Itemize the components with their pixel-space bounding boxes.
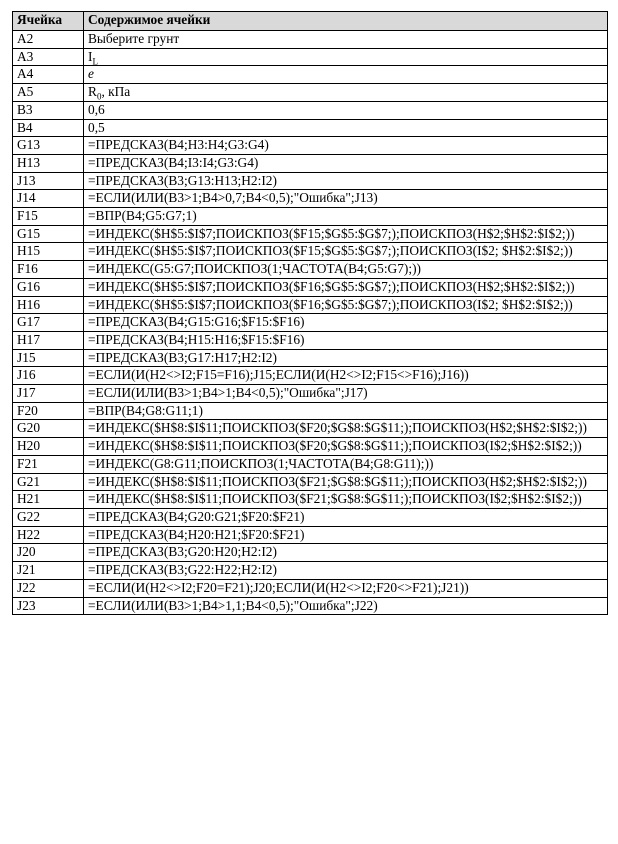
cell-contents-table — [12, 11, 608, 615]
table-row — [13, 473, 608, 491]
cell-content-text: =ПРЕДСКАЗ(B3;G22:H22;H2:I2) — [88, 562, 277, 578]
cell-content-text: =ИНДЕКС($H$8:$I$11;ПОИСКПОЗ($F21;$G$8:$G$11;);ПОИСКПОЗ(I$2;$H$2:$I$2;)) — [88, 491, 582, 507]
table-row — [13, 367, 608, 385]
table-row — [13, 562, 608, 580]
cell-content — [84, 119, 608, 137]
cell-content-text: =ПРЕДСКАЗ(B4;H20:H21;$F20:$F21) — [88, 526, 305, 542]
cell-content-text: =ИНДЕКС($H$5:$I$7;ПОИСКПОЗ($F15;$G$5:$G$7;);ПОИСКПОЗ(H$2;$H$2:$I$2;)) — [88, 225, 575, 241]
cell-content — [84, 455, 608, 473]
cell-content-text: Выберите грунт — [88, 31, 180, 46]
cell-content-text: =ЕСЛИ(И(H2<>I2;F15=F16);J15;ЕСЛИ(И(H2<>I2;F15<>F16);J16)) — [88, 367, 469, 383]
cell-content-text: =ПРЕДСКАЗ(B3;G17:H17;H2:I2) — [88, 349, 277, 365]
cell-content — [84, 402, 608, 420]
cell-content — [84, 137, 608, 155]
cell-address: J22 — [13, 579, 84, 597]
cell-content — [84, 208, 608, 226]
cell-content — [84, 491, 608, 509]
table-row — [13, 402, 608, 420]
cell-address: B3 — [13, 101, 84, 119]
cell-address: J15 — [13, 349, 84, 367]
cell-address: J14 — [13, 190, 84, 208]
table-row — [13, 208, 608, 226]
table-row — [13, 438, 608, 456]
table-row — [13, 349, 608, 367]
cell-address: J20 — [13, 544, 84, 562]
cell-content — [84, 261, 608, 279]
cell-content-text: 0,6 — [88, 101, 105, 117]
table-row — [13, 331, 608, 349]
table-row — [13, 385, 608, 403]
cell-content-text: =ИНДЕКС($H$5:$I$7;ПОИСКПОЗ($F16;$G$5:$G$7;);ПОИСКПОЗ(I$2; $H$2:$I$2;)) — [88, 296, 573, 312]
cell-content — [84, 526, 608, 544]
table-row — [13, 66, 608, 84]
cell-content — [84, 438, 608, 456]
cell-content-text: =ЕСЛИ(И(H2<>I2;F20=F21);J20;ЕСЛИ(И(H2<>I2;F20<>F21);J21)) — [88, 579, 469, 595]
cell-address: G22 — [13, 508, 84, 526]
cell-content-subscript: L — [92, 56, 98, 67]
cell-address: F21 — [13, 455, 84, 473]
table-row — [13, 119, 608, 137]
cell-content-text: =ПРЕДСКАЗ(B4;I3:I4;G3:G4) — [88, 154, 259, 170]
cell-content — [84, 544, 608, 562]
table-row — [13, 137, 608, 155]
table-row — [13, 526, 608, 544]
cell-address: A5 — [13, 84, 84, 102]
cell-content-text: =ИНДЕКС(G8:G11;ПОИСКПОЗ(1;ЧАСТОТА(B4;G8:G11);)) — [88, 455, 434, 471]
table-row — [13, 225, 608, 243]
cell-content-text: =ВПР(B4;G5:G7;1) — [88, 208, 197, 224]
cell-address: A4 — [13, 66, 84, 84]
cell-content-suffix: , кПа — [101, 84, 131, 100]
table-row — [13, 597, 608, 615]
cell-address: H16 — [13, 296, 84, 314]
cell-address: A3 — [13, 48, 84, 66]
cell-content-text: =ЕСЛИ(ИЛИ(B3>1;B4>1;B4<0,5);"Ошибка";J17) — [88, 385, 368, 401]
cell-content — [84, 473, 608, 491]
cell-content-text: I — [88, 48, 93, 64]
cell-address: H22 — [13, 526, 84, 544]
table-row — [13, 314, 608, 332]
cell-content — [84, 66, 608, 84]
cell-content-text: e — [88, 66, 94, 82]
cell-address: H17 — [13, 331, 84, 349]
cell-content-text: =ЕСЛИ(ИЛИ(B3>1;B4>0,7;B4<0,5);"Ошибка";J13) — [88, 190, 378, 206]
cell-content — [84, 31, 608, 49]
cell-address: G15 — [13, 225, 84, 243]
cell-content — [84, 48, 608, 66]
cell-content — [84, 579, 608, 597]
cell-content — [84, 420, 608, 438]
cell-content-text: =ВПР(B4;G8:G11;1) — [88, 402, 203, 418]
cell-content-subscript: 0 — [96, 91, 102, 102]
cell-address: H21 — [13, 491, 84, 509]
cell-content — [84, 385, 608, 403]
cell-content-text: =ПРЕДСКАЗ(B3;G20:H20;H2:I2) — [88, 544, 277, 560]
cell-content-text: =ИНДЕКС($H$8:$I$11;ПОИСКПОЗ($F20;$G$8:$G$11;);ПОИСКПОЗ(H$2;$H$2:$I$2;)) — [88, 420, 587, 436]
cell-content — [84, 278, 608, 296]
cell-content — [84, 243, 608, 261]
cell-address: F16 — [13, 261, 84, 279]
cell-content — [84, 367, 608, 385]
cell-address: F15 — [13, 208, 84, 226]
table-row — [13, 243, 608, 261]
cell-address: G13 — [13, 137, 84, 155]
cell-content-text: =ПРЕДСКАЗ(B4;H15:H16;$F15:$F16) — [88, 331, 305, 347]
cell-address: J23 — [13, 597, 84, 615]
cell-content — [84, 172, 608, 190]
cell-address: H15 — [13, 243, 84, 261]
cell-content — [84, 296, 608, 314]
cell-address: B4 — [13, 119, 84, 137]
cell-content-text: =ИНДЕКС($H$8:$I$11;ПОИСКПОЗ($F20;$G$8:$G$11;);ПОИСКПОЗ(I$2;$H$2:$I$2;)) — [88, 438, 582, 454]
table-row — [13, 172, 608, 190]
table-row — [13, 579, 608, 597]
cell-address: H13 — [13, 154, 84, 172]
cell-content-text: =ПРЕДСКАЗ(B4;G15:G16;$F15:$F16) — [88, 314, 305, 330]
cell-content — [84, 190, 608, 208]
cell-content-text: =ИНДЕКС($H$8:$I$11;ПОИСКПОЗ($F21;$G$8:$G$11;);ПОИСКПОЗ(H$2;$H$2:$I$2;)) — [88, 473, 587, 489]
cell-content — [84, 101, 608, 119]
cell-address: J21 — [13, 562, 84, 580]
table-row — [13, 491, 608, 509]
table-row — [13, 420, 608, 438]
cell-content — [84, 314, 608, 332]
cell-address: J16 — [13, 367, 84, 385]
table-row — [13, 190, 608, 208]
cell-content-text: =ПРЕДСКАЗ(B3;G13:H13;H2:I2) — [88, 172, 277, 188]
cell-content-text: 0,5 — [88, 119, 105, 135]
cell-address: F20 — [13, 402, 84, 420]
cell-address: G16 — [13, 278, 84, 296]
table-header-row — [13, 12, 608, 31]
cell-content — [84, 597, 608, 615]
table-row — [13, 84, 608, 102]
table-row — [13, 154, 608, 172]
table-body — [13, 31, 608, 615]
cell-content — [84, 349, 608, 367]
cell-address: G21 — [13, 473, 84, 491]
cell-content-text: =ПРЕДСКАЗ(B4;G20:G21;$F20:$F21) — [88, 508, 305, 524]
table-row — [13, 455, 608, 473]
table-row — [13, 48, 608, 66]
cell-content — [84, 154, 608, 172]
table-row — [13, 31, 608, 49]
cell-content — [84, 508, 608, 526]
table-row — [13, 508, 608, 526]
cell-content-text: =ЕСЛИ(ИЛИ(B3>1;B4>1,1;B4<0,5);"Ошибка";J22) — [88, 597, 378, 613]
cell-content-text: =ПРЕДСКАЗ(B4;H3:H4;G3:G4) — [88, 137, 269, 153]
cell-content-text: =ИНДЕКС($H$5:$I$7;ПОИСКПОЗ($F16;$G$5:$G$7;);ПОИСКПОЗ(H$2;$H$2:$I$2;)) — [88, 278, 575, 294]
cell-address: J13 — [13, 172, 84, 190]
table-row — [13, 296, 608, 314]
cell-content-text: R — [88, 84, 97, 100]
header-cell: Ячейка — [13, 12, 84, 31]
cell-address: H20 — [13, 438, 84, 456]
cell-address: A2 — [13, 31, 84, 49]
table-row — [13, 101, 608, 119]
header-content: Содержимое ячейки — [84, 12, 608, 31]
cell-content — [84, 562, 608, 580]
cell-content-text: =ИНДЕКС(G5:G7;ПОИСКПОЗ(1;ЧАСТОТА(B4;G5:G7);)) — [88, 261, 422, 277]
cell-address: G17 — [13, 314, 84, 332]
cell-content — [84, 331, 608, 349]
cell-content — [84, 225, 608, 243]
cell-address: J17 — [13, 385, 84, 403]
table-row — [13, 544, 608, 562]
table-row — [13, 278, 608, 296]
table-row — [13, 261, 608, 279]
cell-content-text: =ИНДЕКС($H$5:$I$7;ПОИСКПОЗ($F15;$G$5:$G$7;);ПОИСКПОЗ(I$2; $H$2:$I$2;)) — [88, 243, 573, 259]
cell-address: G20 — [13, 420, 84, 438]
cell-content — [84, 84, 608, 102]
